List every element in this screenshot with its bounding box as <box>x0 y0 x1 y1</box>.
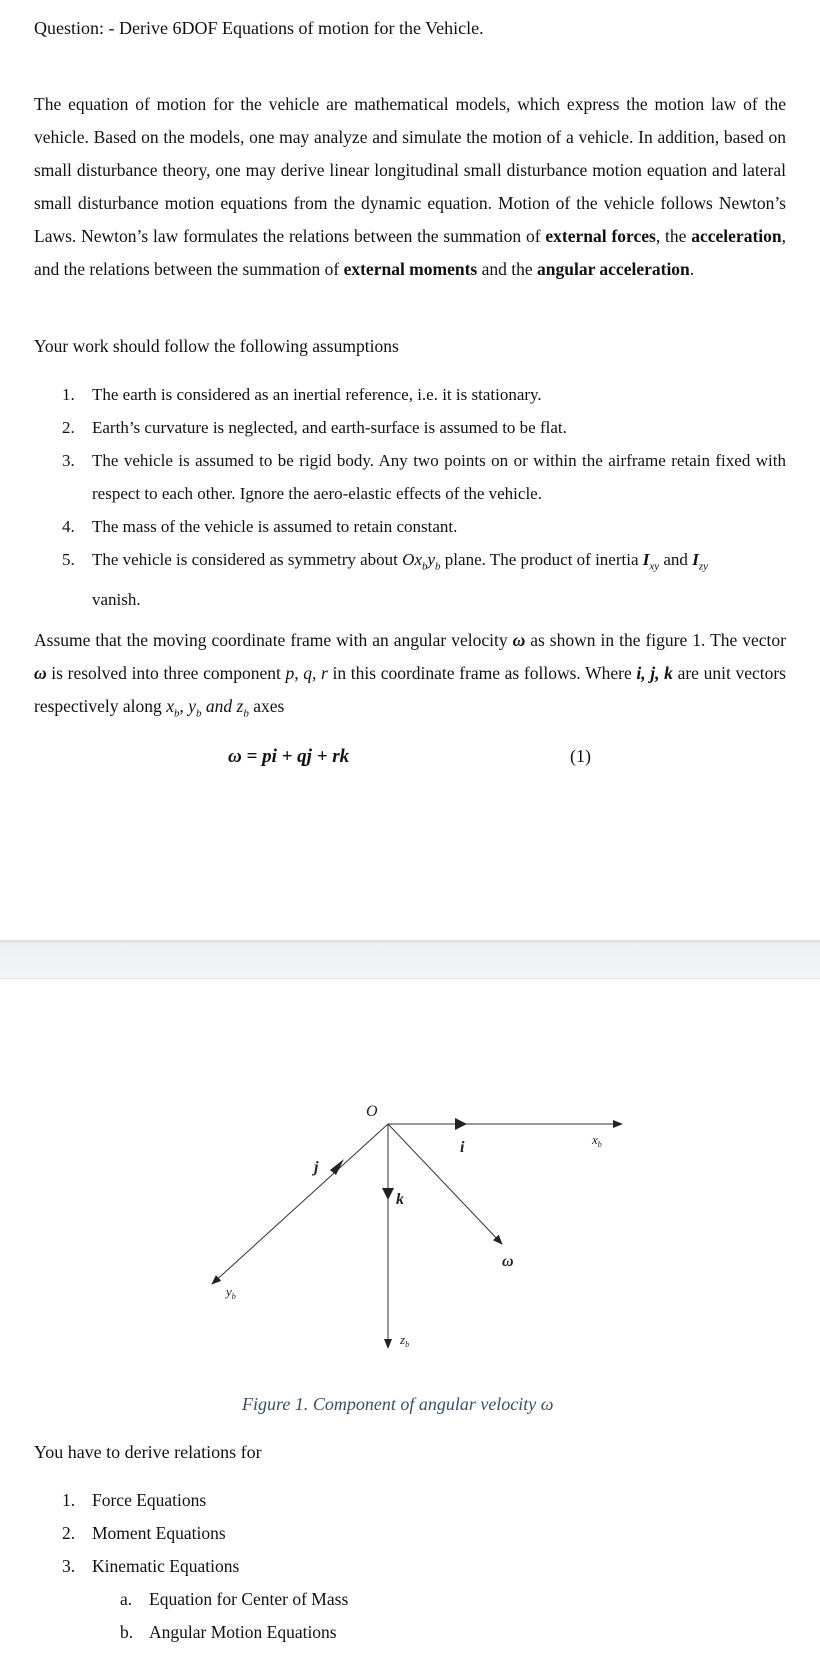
frame-text: Assume that the moving coordinate frame with an angular velocity <box>34 630 513 650</box>
intro-text-2: , the <box>655 226 692 246</box>
frame-text: is resolved into three component <box>46 663 286 683</box>
j-label: j <box>314 1159 319 1176</box>
plane-symbol: Ox <box>402 550 422 569</box>
list-letter: a. <box>120 1589 133 1609</box>
xb-symbol: x <box>592 1132 598 1147</box>
frame-text: , <box>179 696 189 716</box>
pqr-symbols: p, q, r <box>285 663 328 683</box>
plane-subscript: b <box>422 560 428 573</box>
list-number: 3. <box>62 1556 76 1576</box>
intro-bold-moments: external moments <box>343 259 478 279</box>
figure-caption: Figure 1. Component of angular velocity ω <box>242 1394 554 1414</box>
zb-label <box>399 1332 409 1349</box>
frame-text: as shown in the figure 1. The vector <box>525 630 786 650</box>
origin-label: O <box>366 1103 378 1120</box>
assumption-item <box>34 543 786 616</box>
inertia-subscript: zy <box>698 560 708 573</box>
list-number: 1. <box>62 1490 76 1510</box>
intro-bold-angular: angular acceleration <box>537 259 690 279</box>
inertia-symbol: I <box>692 550 699 569</box>
assumption-item <box>34 444 786 510</box>
derive-subitem <box>34 1616 634 1649</box>
intro-bold-forces: external forces <box>545 226 656 246</box>
yb-symbol: y <box>226 1284 232 1299</box>
omega-symbol: ω <box>34 663 47 683</box>
plane-subscript: b <box>435 560 441 573</box>
list-number: 1. <box>62 385 75 404</box>
intro-text-3: , and the relations between the summation of <box>34 226 786 279</box>
list-letter: b. <box>120 1622 134 1642</box>
plane-symbol: y <box>427 550 436 569</box>
zb-symbol: z <box>400 1332 406 1347</box>
omega-label: ω <box>502 1253 514 1270</box>
list-number: 2. <box>62 418 75 437</box>
intro-paragraph <box>34 88 786 286</box>
equation-1: ω = pi + qj + rk <box>228 746 350 767</box>
derive-text: Moment Equations <box>92 1523 226 1543</box>
question-heading: Question: - Derive 6DOF Equations of motion for the Vehicle. <box>34 18 484 38</box>
intro-text-5: . <box>689 259 695 279</box>
axis-symbol: z <box>236 696 244 716</box>
derive-item <box>34 1484 634 1517</box>
frame-paragraph <box>34 624 786 731</box>
page-separator <box>0 940 820 979</box>
assumption-item <box>34 510 786 543</box>
frame-text: and <box>201 696 237 716</box>
inertia-symbol: I <box>642 550 650 569</box>
assumption-text: Earth’s curvature is neglected, and earth-surface is assumed to be flat. <box>92 418 567 437</box>
xb-subscript: b <box>597 1140 602 1149</box>
k-label: k <box>396 1191 404 1208</box>
derive-text: Equation for Center of Mass <box>149 1589 349 1609</box>
frame-text: axes <box>248 696 285 716</box>
axis-symbol: y <box>188 696 196 716</box>
derive-item <box>34 1517 634 1550</box>
derive-text: Angular Motion Equations <box>149 1622 337 1642</box>
yb-subscript: b <box>231 1292 236 1301</box>
assumption-text: vanish. <box>92 590 141 610</box>
equation-number: (1) <box>570 746 591 766</box>
zb-subscript: b <box>405 1340 410 1349</box>
assumption-text: The mass of the vehicle is assumed to retain constant. <box>92 517 458 536</box>
i-arrowhead <box>455 1118 467 1130</box>
inertia-subscript: xy <box>649 560 660 573</box>
assumption-text: The vehicle is assumed to be rigid body. Any two points on or within the airframe retain fixed with respect to each other. Ignore the aero-elastic effects of the vehicle. <box>92 451 786 503</box>
xb-label <box>591 1132 602 1149</box>
assumption-text: and <box>659 550 693 569</box>
list-number: 2. <box>62 1523 76 1543</box>
assumption-text: The earth is considered as an inertial reference, i.e. it is stationary. <box>92 385 542 404</box>
ijk-symbols: i, j, k <box>636 663 673 683</box>
yb-label <box>224 1284 236 1301</box>
assumptions-list <box>34 378 786 616</box>
angular-velocity-figure <box>190 1100 650 1360</box>
derive-list <box>34 1484 634 1649</box>
intro-text-4: and the <box>477 259 538 279</box>
assumptions-intro: Your work should follow the following assumptions <box>34 336 399 356</box>
axis-subscript: b <box>173 707 180 720</box>
k-arrowhead <box>382 1188 394 1200</box>
assumption-text: plane. The product of inertia <box>440 550 643 569</box>
axis-symbol: x <box>166 696 174 716</box>
assumption-text: The vehicle is considered as symmetry about <box>92 550 403 569</box>
j-arrowhead <box>330 1159 344 1175</box>
derive-text: Force Equations <box>92 1490 207 1510</box>
derive-subitem <box>34 1583 634 1616</box>
i-label: i <box>460 1139 465 1156</box>
frame-text: are unit vectors respectively along <box>34 663 786 716</box>
omega-symbol: ω <box>512 630 526 650</box>
derive-item <box>34 1550 634 1583</box>
assumption-item <box>34 378 786 411</box>
intro-text-1: The equation of motion for the vehicle are mathematical models, which express the motion law of the vehicle. Based on the models, one may analyze and simulate the motion of a vehicle. In addition, based on small disturbance theory, one may derive linear longitudinal small disturbance motion equation and lateral small disturbance motion equations from the dynamic equation. Motion of the vehicle follows Newton’s Laws. Newton’s law formulates the relations between the summation of <box>34 94 786 246</box>
derive-text: Kinematic Equations <box>92 1556 240 1576</box>
list-number: 5. <box>62 550 75 569</box>
list-number: 3. <box>62 451 75 470</box>
derive-intro: You have to derive relations for <box>34 1442 262 1462</box>
list-number: 4. <box>62 517 75 536</box>
omega-vector-line <box>388 1124 502 1244</box>
assumption-item <box>34 411 786 444</box>
axis-subscript: b <box>243 707 249 720</box>
intro-bold-acceleration: acceleration <box>691 226 782 246</box>
yb-axis-line <box>212 1124 388 1284</box>
axis-subscript: b <box>196 707 202 720</box>
frame-text: in this coordinate frame as follows. Where <box>327 663 637 683</box>
